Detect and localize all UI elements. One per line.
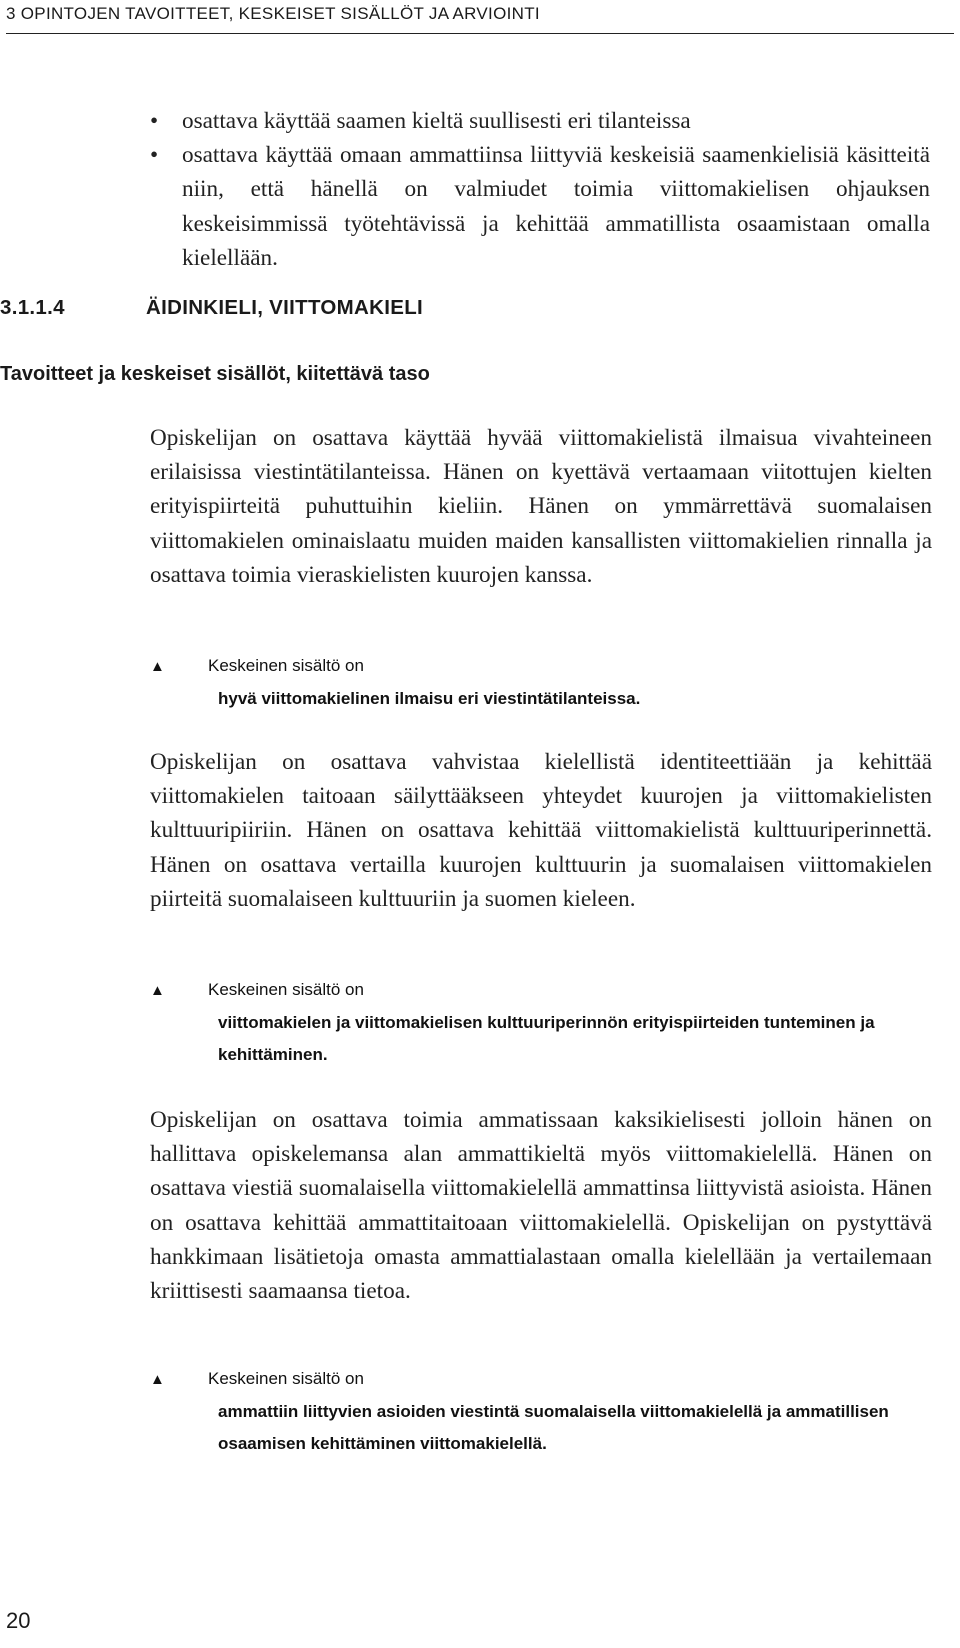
triangle-icon: ▲ <box>150 1371 165 1388</box>
triangle-icon: ▲ <box>150 982 165 999</box>
key-label: Keskeinen sisältö on <box>208 1369 364 1388</box>
key-content-1 <box>150 650 940 715</box>
list-item <box>150 138 930 275</box>
key-text: viittomakielen ja viittomakielisen kulttuuriperinnön erityispiirteiden tunteminen ja kehittäminen. <box>218 1013 875 1064</box>
bullet-text: osattava käyttää saamen kieltä suullisesti eri tilanteissa <box>182 108 691 134</box>
list-item <box>150 104 930 138</box>
bullet-icon: • <box>150 108 159 134</box>
paragraph-2: Opiskelijan on osattava vahvistaa kielellistä identiteettiään ja kehittää viittomakielen taitoaan säilyttääkseen yhteydet kuurojen ja viittomakielisten kulttuuripiiriin. Hänen on osattava kehittää viittomakielistä kulttuuriperinnettä. Hänen on osattava vertailla kuurojen kulttuurin ja suomalaisen viittomakielen piirteitä suomalaiseen kulttuuriin ja suomen kieleen. <box>150 749 932 912</box>
triangle-icon: ▲ <box>150 658 165 675</box>
section-title: ÄIDINKIELI, VIITTOMAKIELI <box>146 296 424 319</box>
page-number: 20 <box>6 1608 31 1633</box>
key-text: hyvä viittomakielinen ilmaisu eri viestintätilanteissa. <box>218 689 641 708</box>
bullet-list <box>150 104 930 275</box>
key-content-3 <box>150 1363 940 1460</box>
key-label: Keskeinen sisältö on <box>208 980 364 999</box>
bullet-icon: • <box>150 142 159 169</box>
bullet-text: osattava käyttää omaan ammattiinsa liittyviä keskeisiä saamenkielisiä käsitteitä niin, että hänellä on valmiudet toimia viittomakielisen ohjauksen keskeisimmissä työtehtävissä ja kehittää ammatillista osaamistaan omalla kielellään. <box>182 142 930 271</box>
key-content-2 <box>150 974 940 1071</box>
subheading: Tavoitteet ja keskeiset sisällöt, kiitettävä taso <box>0 363 430 385</box>
key-text: ammattiin liittyvien asioiden viestintä suomalaisella viittomakielellä ja ammatillisen osaamisen kehittäminen viittomakielellä. <box>218 1402 889 1453</box>
running-header: 3 OPINTOJEN TAVOITTEET, KESKEISET SISÄLLÖT JA ARVIOINTI <box>6 4 954 34</box>
paragraph-1: Opiskelijan on osattava käyttää hyvää viittomakielistä ilmaisua vivahteineen erilaisissa viestintätilanteissa. Hänen on kyettävä vertaamaan viitottujen kielten erityispiirteitä puhuttuihin kieliin. Hänen on ymmärrettävä suomalaisen viittomakielen ominaislaatu muiden maiden kansallisten viittomakielien rinnalla ja osattava toimia vieraskielisten kuurojen kanssa. <box>150 425 932 588</box>
key-label: Keskeinen sisältö on <box>208 656 364 675</box>
section-heading <box>0 296 700 320</box>
paragraph-3: Opiskelijan on osattava toimia ammatissaan kaksikielisesti jolloin hänen on hallittava opiskelemansa alan ammattikieltä myös viittomakielellä. Hänen on osattava viestiä suomalaisella viittomakielellä ammattinsa liittyvistä asioista. Hänen on osattava kehittää ammattitaitoaan viittomakielellä. Opiskelijan on pystyttävä hankkimaan lisätietoja omasta ammattialastaan omalla kielellään ja vertailemaan kriittisesti saamaansa tietoa. <box>150 1107 932 1305</box>
section-number: 3.1.1.4 <box>0 296 65 319</box>
